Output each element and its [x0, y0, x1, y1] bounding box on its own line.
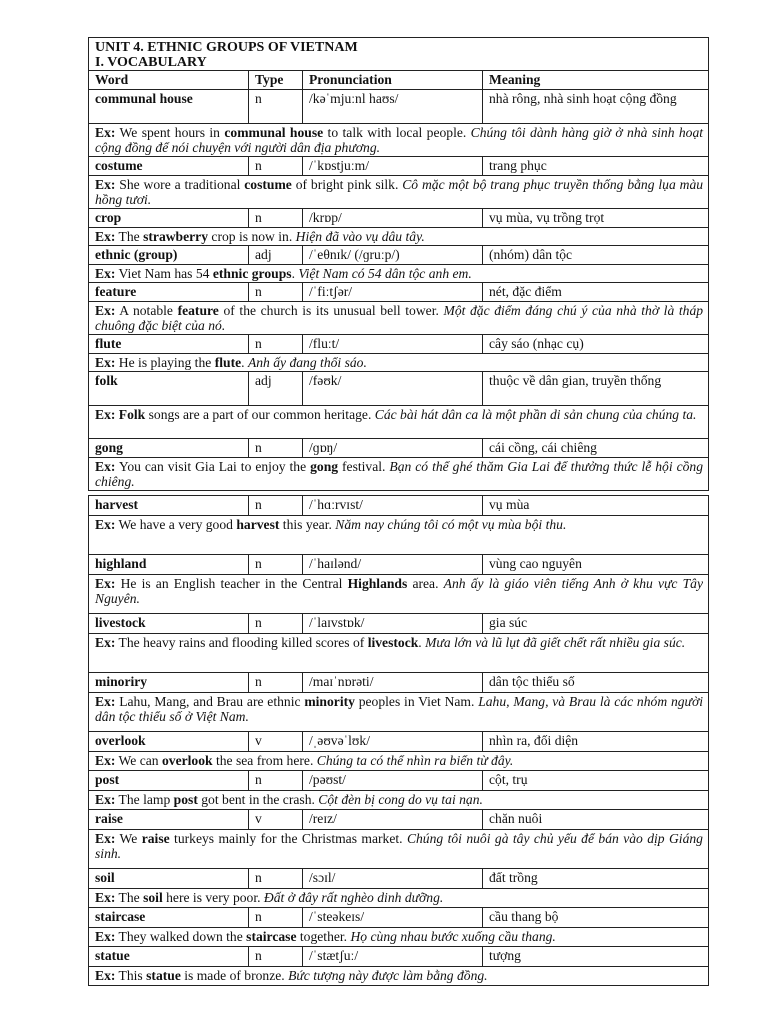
- type-cell: n: [249, 157, 303, 176]
- meaning-cell: vụ mùa: [483, 496, 709, 516]
- example-keyword: strawberry: [143, 229, 209, 244]
- word-cell: feature: [89, 283, 249, 302]
- example-text: the sea from here.: [212, 753, 317, 768]
- example-keyword: livestock: [367, 635, 419, 650]
- example-row: [89, 575, 709, 614]
- example-cell: [89, 265, 709, 283]
- example-label: Ex:: [95, 753, 116, 768]
- word-cell: raise: [89, 810, 249, 830]
- type-cell: n: [249, 439, 303, 458]
- meaning-cell: vùng cao nguyên: [483, 555, 709, 575]
- example-label: Ex:: [95, 459, 116, 474]
- example-cell: [89, 967, 709, 986]
- example-label: Ex:: [95, 407, 116, 422]
- example-keyword: gong: [310, 459, 339, 474]
- example-text: peoples in Viet Nam.: [354, 694, 479, 709]
- example-keyword: post: [173, 792, 198, 807]
- example-text: We spent hours in: [119, 125, 225, 140]
- example-label: Ex:: [95, 792, 116, 807]
- type-cell: n: [249, 614, 303, 634]
- example-cell: [89, 791, 709, 810]
- table-row: [89, 810, 709, 830]
- section-title: I. VOCABULARY: [95, 55, 207, 70]
- example-keyword: harvest: [236, 517, 280, 532]
- example-cell: [89, 458, 709, 491]
- example-text: The: [118, 890, 144, 905]
- example-row: [89, 176, 709, 209]
- pronunciation-cell: /ˌəʊvəˈlʊk/: [303, 732, 483, 752]
- meaning-cell: gia súc: [483, 614, 709, 634]
- example-text: He is playing the: [118, 355, 215, 370]
- example-label: Ex:: [95, 929, 116, 944]
- word-cell: communal house: [89, 90, 249, 124]
- example-translation: Việt Nam có 54 dân tộc anh em.: [298, 266, 472, 281]
- meaning-cell: cột, trụ: [483, 771, 709, 791]
- word-cell: statue: [89, 947, 249, 967]
- example-text: of bright pink silk.: [291, 177, 403, 192]
- meaning-cell: (nhóm) dân tộc: [483, 246, 709, 265]
- table-row: [89, 732, 709, 752]
- pronunciation-cell: /maɪˈnɒrəti/: [303, 673, 483, 693]
- header-pronunciation: Pronunciation: [303, 71, 483, 90]
- example-label: Ex:: [95, 355, 116, 370]
- example-keyword: flute: [214, 355, 242, 370]
- word-cell: harvest: [89, 496, 249, 516]
- vocabulary-table-1: [88, 37, 709, 491]
- example-text: got bent in the crash.: [197, 792, 319, 807]
- meaning-cell: cầu thang bộ: [483, 908, 709, 928]
- example-text: She wore a traditional: [119, 177, 245, 192]
- header-type: Type: [249, 71, 303, 90]
- word-cell: highland: [89, 555, 249, 575]
- example-translation: Chúng tôi nuôi gà tây chủ yếu để bán vào dịp Giáng sinh.: [95, 831, 703, 861]
- pronunciation-cell: /pəʊst/: [303, 771, 483, 791]
- unit-title-line: UNIT 4. ETHNIC GROUPS OF VIETNAM: [95, 40, 358, 55]
- example-keyword: staircase: [246, 929, 297, 944]
- word-cell: livestock: [89, 614, 249, 634]
- word-cell: crop: [89, 209, 249, 228]
- example-translation: Hiện đã vào vụ dâu tây.: [295, 229, 425, 244]
- example-text: He is an English teacher in the Central: [120, 576, 348, 591]
- example-cell: [89, 302, 709, 335]
- type-cell: n: [249, 496, 303, 516]
- word-cell: soil: [89, 869, 249, 889]
- example-cell: [89, 354, 709, 372]
- word-cell: flute: [89, 335, 249, 354]
- meaning-cell: trang phục: [483, 157, 709, 176]
- example-translation: Các bài hát dân ca là một phần di sản chung của chúng ta.: [374, 407, 697, 422]
- example-text: here is very poor.: [162, 890, 264, 905]
- example-keyword: feature: [177, 303, 219, 318]
- example-translation: Anh ấy là giáo viên tiếng Anh ở khu vực Tây Nguyên.: [95, 576, 703, 606]
- example-row: [89, 928, 709, 947]
- example-row: [89, 228, 709, 246]
- example-label: Ex:: [95, 303, 116, 318]
- table-row: [89, 555, 709, 575]
- example-label: Ex:: [95, 177, 116, 192]
- example-translation: Chúng ta có thể nhìn ra biển từ đây.: [316, 753, 514, 768]
- pronunciation-cell: /fəʊk/: [303, 372, 483, 406]
- type-cell: n: [249, 908, 303, 928]
- pronunciation-cell: /ˈkɒstjuːm/: [303, 157, 483, 176]
- example-text: Viet Nam has 54: [118, 266, 213, 281]
- table-row: [89, 496, 709, 516]
- type-cell: n: [249, 335, 303, 354]
- example-row: [89, 752, 709, 771]
- pronunciation-cell: /sɔɪl/: [303, 869, 483, 889]
- pronunciation-cell: /ˈstætʃuː/: [303, 947, 483, 967]
- type-cell: n: [249, 673, 303, 693]
- example-row: [89, 634, 709, 673]
- example-row: [89, 458, 709, 491]
- example-text: They walked down the: [118, 929, 247, 944]
- table-row: [89, 335, 709, 354]
- table-row: [89, 90, 709, 124]
- type-cell: n: [249, 283, 303, 302]
- pronunciation-cell: /ˈsteəkeɪs/: [303, 908, 483, 928]
- pronunciation-cell: /ɡɒŋ/: [303, 439, 483, 458]
- example-cell: [89, 928, 709, 947]
- pronunciation-cell: /ˈhaɪlənd/: [303, 555, 483, 575]
- example-keyword: Folk: [118, 407, 146, 422]
- example-text: The: [118, 229, 144, 244]
- example-row: [89, 967, 709, 986]
- meaning-cell: đất trồng: [483, 869, 709, 889]
- example-text: Lahu, Mang, and Brau are ethnic: [119, 694, 305, 709]
- type-cell: n: [249, 209, 303, 228]
- table-row: [89, 947, 709, 967]
- example-text: .: [241, 355, 248, 370]
- example-cell: [89, 176, 709, 209]
- example-keyword: raise: [141, 831, 170, 846]
- example-translation: Mưa lớn và lũ lụt đã giết chết rất nhiều gia súc.: [425, 635, 686, 650]
- type-cell: n: [249, 90, 303, 124]
- example-row: [89, 302, 709, 335]
- example-text: turkeys mainly for the Christmas market.: [169, 831, 407, 846]
- example-translation: Cột đèn bị cong do vụ tai nạn.: [318, 792, 483, 807]
- example-text: We have a very good: [118, 517, 237, 532]
- example-label: Ex:: [95, 968, 116, 983]
- example-text: This: [118, 968, 147, 983]
- example-label: Ex:: [95, 576, 116, 591]
- example-text: We: [119, 831, 142, 846]
- vocabulary-table-2: [88, 495, 709, 986]
- pronunciation-cell: /ˈfiːtʃər/: [303, 283, 483, 302]
- pronunciation-cell: /kəˈmjuːnl haʊs/: [303, 90, 483, 124]
- word-cell: ethnic (group): [89, 246, 249, 265]
- example-label: Ex:: [95, 831, 116, 846]
- example-keyword: minority: [304, 694, 355, 709]
- meaning-cell: dân tộc thiểu số: [483, 673, 709, 693]
- pronunciation-cell: /fluːt/: [303, 335, 483, 354]
- example-text: The lamp: [118, 792, 174, 807]
- example-text: of the church is its unusual bell tower.: [218, 303, 444, 318]
- table-row: [89, 246, 709, 265]
- example-text: festival.: [338, 459, 390, 474]
- example-keyword: statue: [146, 968, 181, 983]
- meaning-cell: tượng: [483, 947, 709, 967]
- pronunciation-cell: /ˈhɑːrvɪst/: [303, 496, 483, 516]
- table-row: [89, 908, 709, 928]
- example-text: is made of bronze.: [180, 968, 289, 983]
- unit-title: [89, 38, 709, 71]
- example-translation: Đất ở đây rất nghèo dinh dưỡng.: [263, 890, 444, 905]
- example-cell: [89, 516, 709, 555]
- word-cell: folk: [89, 372, 249, 406]
- example-label: Ex:: [95, 229, 116, 244]
- example-translation: Bức tượng này được làm bằng đồng.: [288, 968, 488, 983]
- example-row: [89, 354, 709, 372]
- example-text: together.: [296, 929, 351, 944]
- example-translation: Anh ấy đang thổi sáo.: [247, 355, 367, 370]
- meaning-cell: chăn nuôi: [483, 810, 709, 830]
- word-cell: costume: [89, 157, 249, 176]
- table-row: [89, 439, 709, 458]
- example-translation: Cô mặc một bộ trang phục truyền thống bằng lụa màu hồng tươi.: [95, 177, 704, 207]
- type-cell: n: [249, 771, 303, 791]
- example-row: [89, 889, 709, 908]
- example-cell: [89, 228, 709, 246]
- example-label: Ex:: [95, 694, 116, 709]
- table-row: [89, 614, 709, 634]
- example-text: this year.: [279, 517, 336, 532]
- example-translation: Họ cùng nhau bước xuống cầu thang.: [350, 929, 556, 944]
- table-row: [89, 157, 709, 176]
- type-cell: adj: [249, 372, 303, 406]
- table-row: [89, 771, 709, 791]
- example-cell: [89, 889, 709, 908]
- meaning-cell: vụ mùa, vụ trồng trọt: [483, 209, 709, 228]
- example-translation: Chúng tôi dành hàng giờ ở nhà sinh hoạt cộng đồng để nói chuyện với người dân địa phương.: [95, 125, 704, 155]
- example-translation: Bạn có thể ghé thăm Gia Lai để thưởng thức lễ hội cồng chiêng.: [95, 459, 704, 489]
- meaning-cell: nhà rông, nhà sinh hoạt cộng đồng: [483, 90, 709, 124]
- table-row: [89, 869, 709, 889]
- type-cell: n: [249, 555, 303, 575]
- example-row: [89, 265, 709, 283]
- example-cell: [89, 406, 709, 439]
- example-row: [89, 406, 709, 439]
- header-meaning: Meaning: [483, 71, 709, 90]
- example-translation: Năm nay chúng tôi có một vụ mùa bội thu.: [335, 517, 567, 532]
- example-cell: [89, 124, 709, 157]
- example-row: [89, 516, 709, 555]
- example-keyword: overlook: [161, 753, 213, 768]
- meaning-cell: thuộc về dân gian, truyền thống: [483, 372, 709, 406]
- example-keyword: costume: [244, 177, 292, 192]
- type-cell: adj: [249, 246, 303, 265]
- example-text: The heavy rains and flooding killed scores of: [118, 635, 368, 650]
- example-label: Ex:: [95, 890, 116, 905]
- table-row: [89, 209, 709, 228]
- type-cell: v: [249, 732, 303, 752]
- pronunciation-cell: /ˈlaɪvstɒk/: [303, 614, 483, 634]
- example-translation: Một đặc điểm đáng chú ý của nhà thờ là tháp chuông đặc biệt của nó.: [95, 303, 704, 333]
- example-text: .: [418, 635, 426, 650]
- word-cell: post: [89, 771, 249, 791]
- word-cell: minoriry: [89, 673, 249, 693]
- example-keyword: Highlands: [347, 576, 408, 591]
- type-cell: v: [249, 810, 303, 830]
- example-keyword: communal house: [224, 125, 324, 140]
- example-row: [89, 791, 709, 810]
- example-row: [89, 693, 709, 732]
- example-label: Ex:: [95, 635, 116, 650]
- example-label: Ex:: [95, 517, 116, 532]
- type-cell: n: [249, 869, 303, 889]
- example-cell: [89, 693, 709, 732]
- example-label: Ex:: [95, 125, 116, 140]
- example-keyword: ethnic groups: [212, 266, 292, 281]
- example-row: [89, 124, 709, 157]
- pronunciation-cell: /krɒp/: [303, 209, 483, 228]
- type-cell: n: [249, 947, 303, 967]
- table-row: [89, 283, 709, 302]
- example-label: Ex:: [95, 266, 116, 281]
- word-cell: overlook: [89, 732, 249, 752]
- example-cell: [89, 575, 709, 614]
- example-text: songs are a part of our common heritage.: [145, 407, 375, 422]
- table-row: [89, 673, 709, 693]
- example-row: [89, 830, 709, 869]
- example-text: to talk with local people.: [323, 125, 471, 140]
- pronunciation-cell: /ˈeθnɪk/ (/ɡruːp/): [303, 246, 483, 265]
- example-text: We can: [118, 753, 162, 768]
- meaning-cell: cây sáo (nhạc cụ): [483, 335, 709, 354]
- pronunciation-cell: /reɪz/: [303, 810, 483, 830]
- meaning-cell: cái cồng, cái chiêng: [483, 439, 709, 458]
- example-cell: [89, 830, 709, 869]
- example-text: A notable: [119, 303, 178, 318]
- example-cell: [89, 634, 709, 673]
- example-keyword: soil: [143, 890, 163, 905]
- word-cell: gong: [89, 439, 249, 458]
- table-row: [89, 372, 709, 406]
- example-text: crop is now in.: [208, 229, 296, 244]
- meaning-cell: nhìn ra, đối diện: [483, 732, 709, 752]
- example-text: area.: [407, 576, 444, 591]
- example-text: You can visit Gia Lai to enjoy the: [118, 459, 311, 474]
- header-word: Word: [89, 71, 249, 90]
- word-cell: staircase: [89, 908, 249, 928]
- example-translation: Lahu, Mang, và Brau là các nhóm người dân tộc thiểu số ở Việt Nam.: [95, 694, 703, 724]
- example-cell: [89, 752, 709, 771]
- meaning-cell: nét, đặc điểm: [483, 283, 709, 302]
- example-text: .: [291, 266, 299, 281]
